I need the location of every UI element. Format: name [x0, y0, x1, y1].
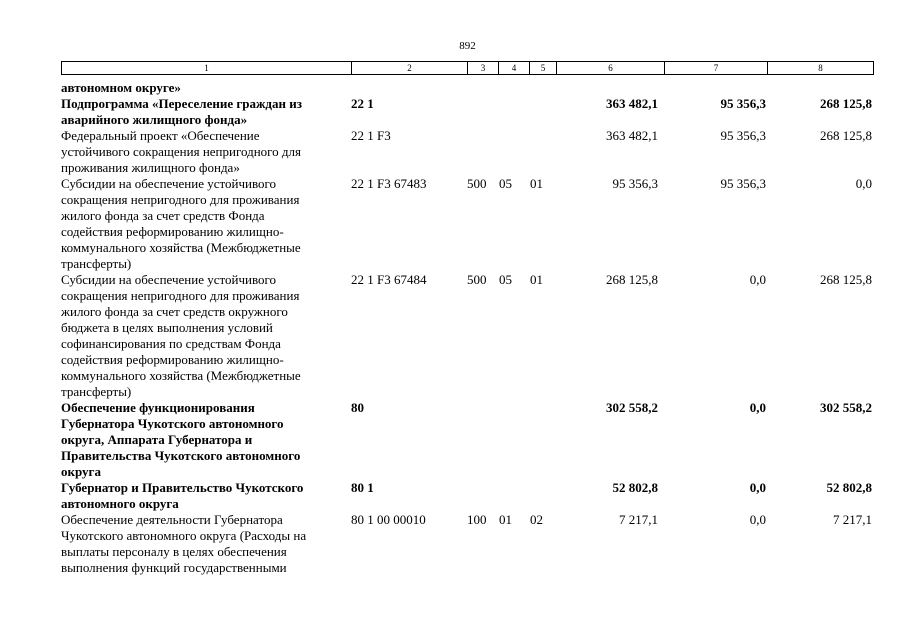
description-line: Губернатор и Правительство Чукотского: [61, 480, 304, 495]
row-value-8: 268 125,8: [820, 96, 872, 111]
description-line: автономного округа: [61, 496, 179, 511]
column-header-3: 3: [480, 63, 486, 73]
description-line: выполнения функций государственными: [61, 560, 287, 575]
budget-table-body: [0, 80, 905, 576]
row-value-8: 0,0: [855, 176, 872, 191]
row-code: 22 1 F3: [351, 128, 391, 143]
row-total: 52 802,8: [612, 480, 658, 495]
row-value-8: 52 802,8: [826, 480, 872, 495]
description-line: Федеральный проект «Обеспечение: [61, 128, 260, 143]
description-line: трансферты): [61, 256, 132, 271]
table-row: [0, 400, 905, 480]
row-total: 363 482,1: [606, 96, 658, 111]
row-code: 80 1 00 00010: [351, 512, 426, 527]
row-expense-type: 500: [467, 272, 487, 287]
description-line: софинансирования по средствам Фонда: [61, 336, 281, 351]
row-expense-type: 100: [467, 512, 487, 527]
row-subsection: 01: [530, 176, 543, 191]
description-line: Правительства Чукотского автономного: [61, 448, 301, 463]
row-value-7: 95 356,3: [720, 128, 766, 143]
row-value-8: 268 125,8: [820, 272, 872, 287]
row-value-8: 7 217,1: [833, 512, 872, 527]
row-description: [61, 512, 349, 576]
row-section: 05: [499, 176, 512, 191]
table-row: [0, 480, 905, 512]
description-line: Обеспечение деятельности Губернатора: [61, 512, 283, 527]
column-header-2: 2: [407, 63, 412, 73]
description-line: автономном округе»: [61, 80, 181, 95]
description-line: коммунального хозяйства (Межбюджетные: [61, 368, 301, 383]
table-row: [0, 176, 905, 272]
description-line: содействия реформированию жилищно-: [61, 352, 284, 367]
description-line: Субсидии на обеспечение устойчивого: [61, 272, 277, 287]
row-description: [61, 128, 349, 176]
description-line: Субсидии на обеспечение устойчивого: [61, 176, 277, 191]
description-line: аварийного жилищного фонда»: [61, 112, 248, 127]
description-line: сокращения непригодного для проживания: [61, 192, 300, 207]
column-header-6: 6: [608, 63, 613, 73]
table-row: [0, 80, 905, 96]
row-value-7: 0,0: [749, 400, 766, 415]
table-row: [0, 96, 905, 128]
description-line: проживания жилищного фонда»: [61, 160, 240, 175]
row-description: [61, 400, 349, 480]
description-line: бюджета в целях выполнения условий: [61, 320, 273, 335]
description-line: жилого фонда за счет средств Фонда: [61, 208, 265, 223]
description-line: сокращения непригодного для проживания: [61, 288, 300, 303]
column-header-8: 8: [818, 63, 823, 73]
page-number: 892: [459, 40, 476, 52]
description-line: Губернатора Чукотского автономного: [61, 416, 284, 431]
row-value-8: 268 125,8: [820, 128, 872, 143]
row-total: 363 482,1: [606, 128, 658, 143]
row-subsection: 01: [530, 272, 543, 287]
row-value-7: 95 356,3: [720, 96, 766, 111]
description-line: содействия реформированию жилищно-: [61, 224, 284, 239]
description-line: округа, Аппарата Губернатора и: [61, 432, 253, 447]
row-section: 05: [499, 272, 512, 287]
column-header-4: 4: [511, 63, 517, 73]
description-line: трансферты): [61, 384, 132, 399]
row-description: [61, 176, 349, 272]
row-code: 22 1: [351, 96, 374, 111]
row-description: [61, 96, 349, 128]
row-total: 268 125,8: [606, 272, 658, 287]
column-header-row: [61, 61, 874, 75]
row-subsection: 02: [530, 512, 543, 527]
row-value-8: 302 558,2: [820, 400, 872, 415]
description-line: устойчивого сокращения непригодного для: [61, 144, 302, 159]
row-section: 01: [499, 512, 512, 527]
row-total: 95 356,3: [612, 176, 658, 191]
row-description: [61, 80, 349, 96]
column-header-5: 5: [540, 63, 546, 73]
row-value-7: 0,0: [749, 272, 766, 287]
row-total: 7 217,1: [619, 512, 658, 527]
row-expense-type: 500: [467, 176, 487, 191]
row-code: 80 1: [351, 480, 374, 495]
description-line: Обеспечение функционирования: [61, 400, 255, 415]
description-line: Подпрограмма «Переселение граждан из: [61, 96, 302, 111]
description-line: выплаты персоналу в целях обеспечения: [61, 544, 287, 559]
table-row: [0, 272, 905, 400]
row-code: 22 1 F3 67483: [351, 176, 427, 191]
row-description: [61, 272, 349, 400]
row-value-7: 0,0: [749, 480, 766, 495]
description-line: жилого фонда за счет средств окружного: [61, 304, 288, 319]
description-line: Чукотского автономного округа (Расходы на: [61, 528, 307, 543]
table-row: [0, 512, 905, 576]
row-code: 22 1 F3 67484: [351, 272, 427, 287]
table-row: [0, 128, 905, 176]
description-line: округа: [61, 464, 101, 479]
row-total: 302 558,2: [606, 400, 658, 415]
row-description: [61, 480, 349, 512]
row-code: 80: [351, 400, 364, 415]
column-header-1: 1: [204, 63, 209, 73]
row-value-7: 0,0: [749, 512, 766, 527]
description-line: коммунального хозяйства (Межбюджетные: [61, 240, 301, 255]
column-header-7: 7: [713, 63, 719, 73]
row-value-7: 95 356,3: [720, 176, 766, 191]
